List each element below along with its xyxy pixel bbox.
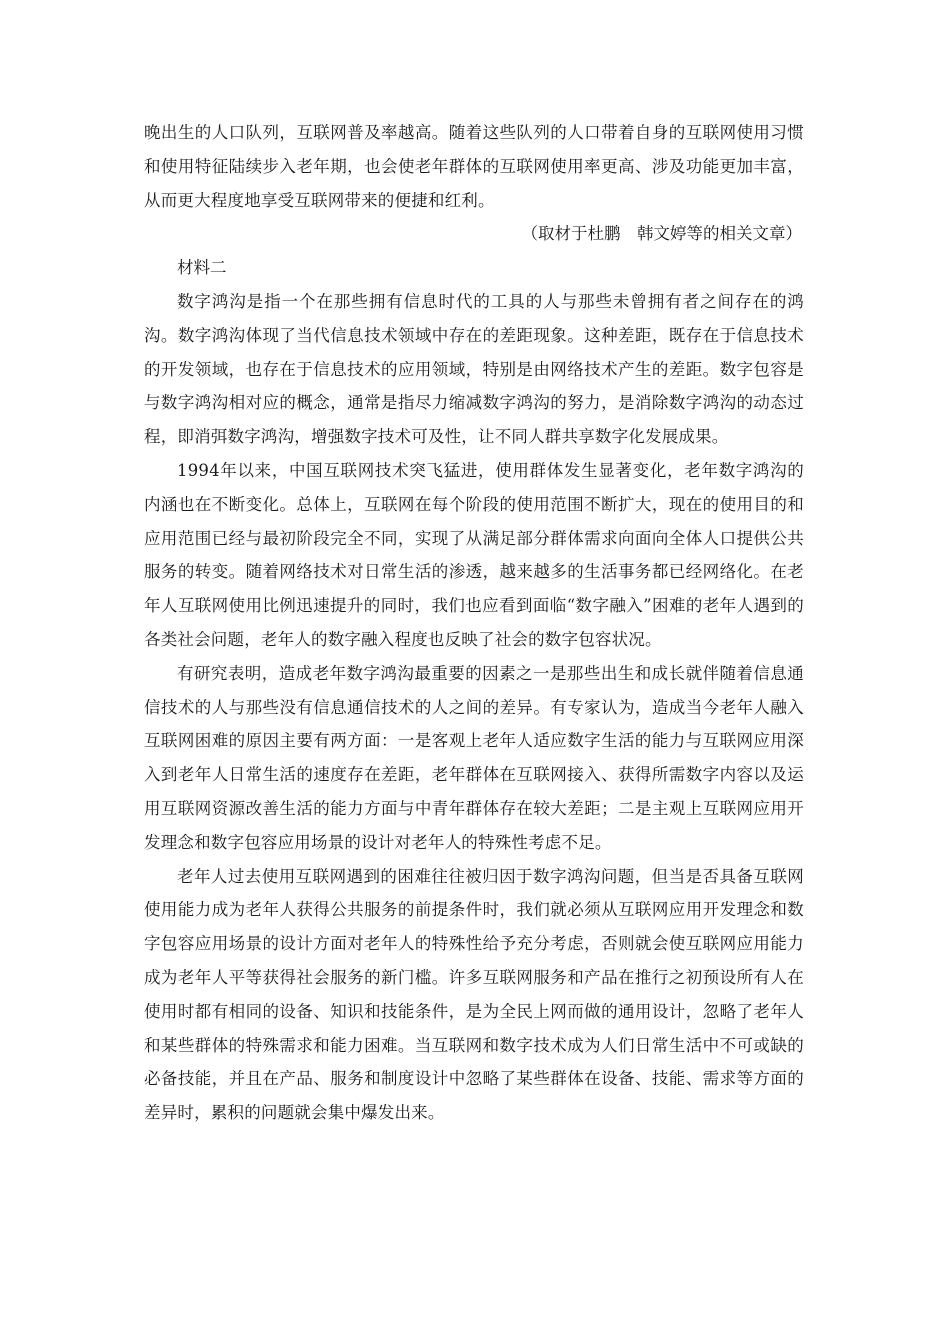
section-heading-material-2: 材料二 [177,258,227,278]
paragraph-internet-development: 1994年以来，中国互联网技术突飞猛进，使用群体发生显著变化，老年数字鸿沟的内涵也在不断变化。总体上，互联网在每个阶段的使用范围不断扩大，现在的使用目的和应用范围已经与最初阶段完全不同，实现了从满足部分群体需求向面向全体人口提供公共服务的转变。随着网络技术对日常生活的渗透，越来越多的生活事务都已经网络化。在老年人互联网使用比例迅速提升的同时，我们也应看到面临“数字融入”困难的老年人遇到的各类社会问题，老年人的数字融入程度也反映了社会的数字包容状况。 [144,460,804,649]
paragraph-research-causes: 有研究表明，造成老年数字鸿沟最重要的因素之一是那些出生和成长就伴随着信息通信技术的人与那些没有信息通信技术的人之间的差异。有专家认为，造成当今老年人融入互联网困难的原因主要有两方面：一是客观上老年人适应数字生活的能力与互联网应用深入到老年人日常生活的速度存在差距，老年群体在互联网接入、获得所需数字内容以及运用互联网资源改善生活的能力方面与中青年群体存在较大差距；二是主观上互联网应用开发理念和数字包容应用场景的设计对老年人的特殊性考虑不足。 [144,663,804,852]
paragraph-public-services: 老年人过去使用互联网遇到的困难往往被归因于数字鸿沟问题，但当是否具备互联网使用能力成为老年人获得公共服务的前提条件时，我们就必须从互联网应用开发理念和数字包容应用场景的设计方面对老年人的特殊性给予充分考虑，否则就会使互联网应用能力成为老年人平等获得社会服务的新门槛。许多互联网服务和产品在推行之初预设所有人在使用时都有相同的设备、知识和技能条件，是为全民上网而做的通用设计，忽略了老年人和某些群体的特殊需求和能力困难。当互联网和数字技术成为人们日常生活中不可或缺的必备技能，并且在产品、服务和制度设计中忽略了某些群体在设备、技能、需求等方面的差异时，累积的问题就会集中爆发出来。 [144,866,804,1123]
source-citation: （取材于杜鹏 韩文婷等的相关文章） [521,224,802,244]
document-body [144,116,804,1130]
paragraph-digital-divide-definition: 数字鸿沟是指一个在那些拥有信息时代的工具的人与那些未曾拥有者之间存在的鸿沟。数字鸿沟体现了当代信息技术领域中存在的差距现象。这种差距，既存在于信息技术的开发领域，也存在于信息技术的应用领域，特别是由网络技术产生的差距。数字包容是与数字鸿沟相对应的概念，通常是指尽力缩减数字鸿沟的努力，是消除数字鸿沟的动态过程，即消弭数字鸿沟，增强数字技术可及性，让不同人群共享数字化发展成果。 [144,291,804,447]
paragraph-continuation: 晚出生的人口队列，互联网普及率越高。随着这些队列的人口带着自身的互联网使用习惯和使用特征陆续步入老年期，也会使老年群体的互联网使用率更高、涉及功能更加丰富，从而更大程度地享受互联网带来的便捷和红利。 [144,123,804,210]
